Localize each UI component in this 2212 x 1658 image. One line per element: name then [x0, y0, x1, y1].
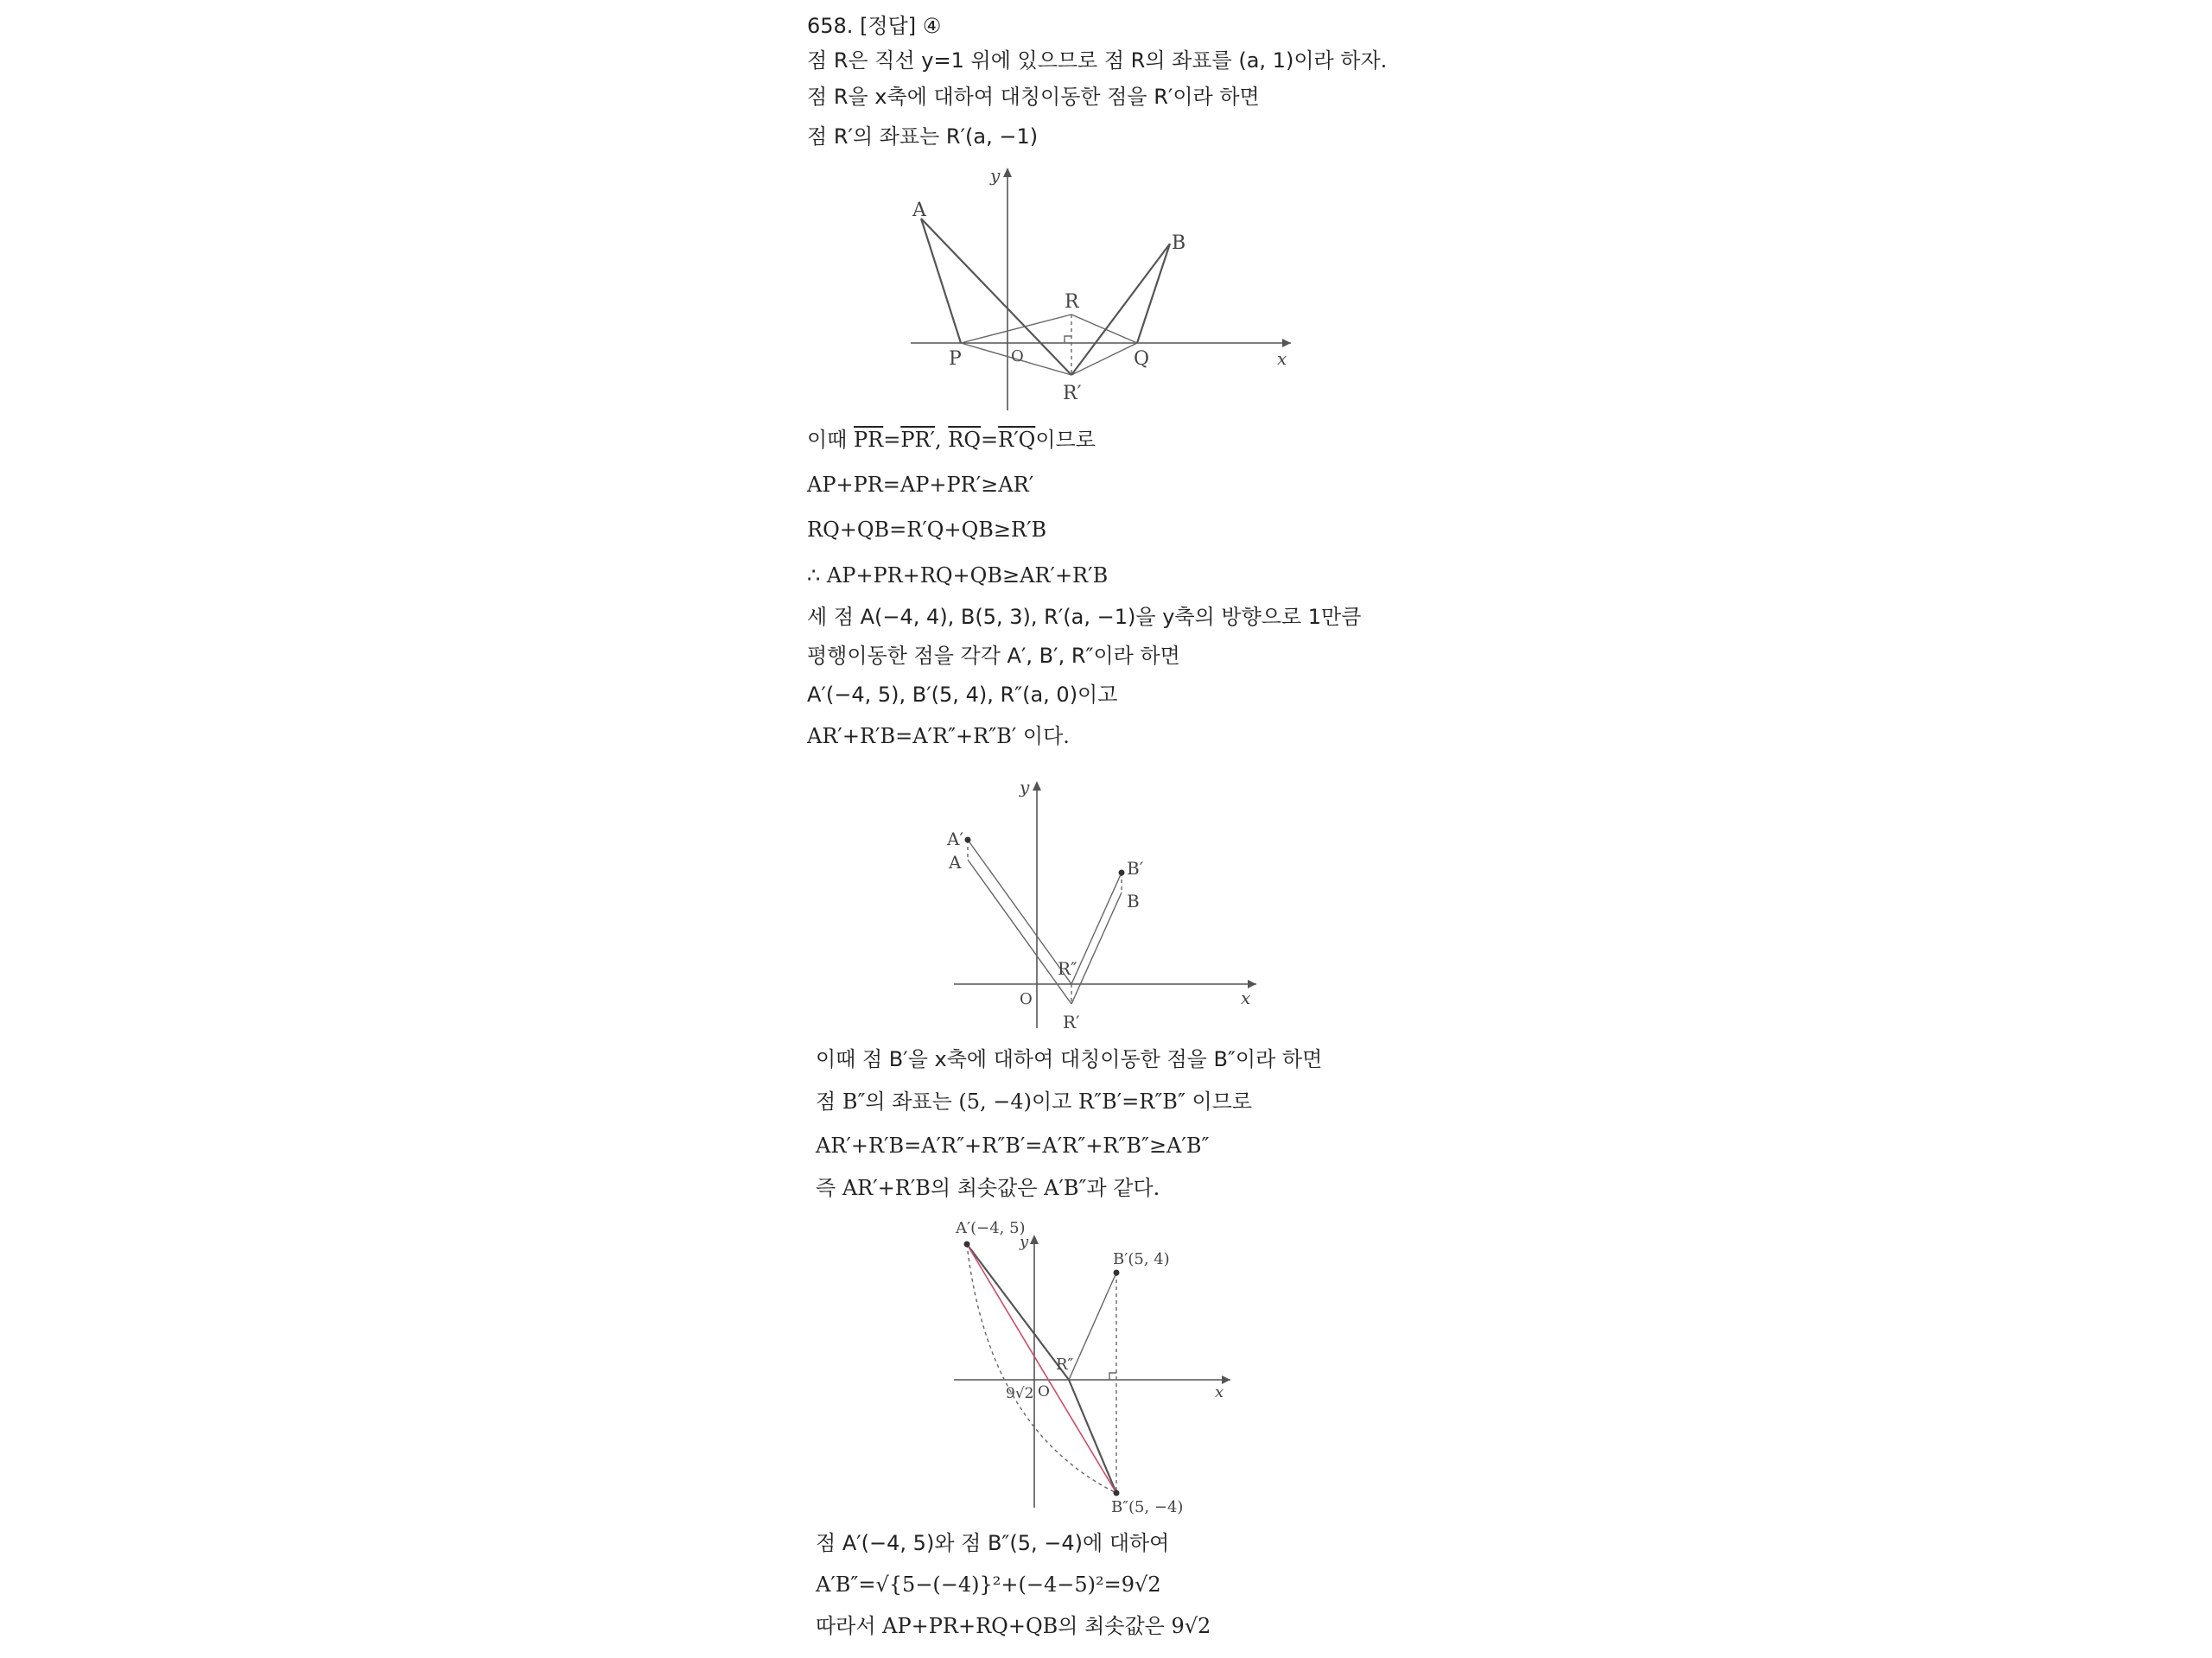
- label-x-axis: x: [1277, 348, 1287, 369]
- intro-line-2: 점 R을 x축에 대하여 대칭이동한 점을 R′이라 하면: [807, 85, 1260, 109]
- label-origin: O: [1011, 347, 1024, 365]
- label-r-prime: R′: [1063, 1012, 1080, 1032]
- point-b-double-prime: [1114, 1490, 1120, 1496]
- final-answer: 따라서 AP+PR+RQ+QB의 최솟값은 9√2: [816, 1614, 1211, 1638]
- equality-line: [807, 426, 1096, 454]
- label-b-prime: B′(5, 4): [1113, 1250, 1170, 1268]
- label-a: A: [912, 200, 926, 221]
- eq1-prefix: 이때: [807, 428, 854, 452]
- figure-minimum: [954, 1214, 1300, 1525]
- y-axis-arrow-icon: [1033, 781, 1041, 791]
- final-distance: A′B″=√{5−(−4)}²+(−4−5)²=9√2: [816, 1572, 1161, 1597]
- segment-r2b1: [1071, 873, 1122, 984]
- reflection-line-2: 점 B″의 좌표는 (5, −4)이고 R″B′=R″B″ 이므로: [816, 1089, 1253, 1114]
- label-b-prime: B′: [1127, 858, 1144, 879]
- segment-r1b: [1071, 893, 1122, 1004]
- right-angle-mark-icon: [1109, 1373, 1116, 1380]
- label-r: R: [1065, 291, 1079, 313]
- eq1-r-prime-q: R′Q: [998, 428, 1036, 452]
- problem-header: 658. [정답] ④: [807, 14, 942, 38]
- label-q: Q: [1134, 348, 1150, 370]
- point-b-prime: [1114, 1270, 1120, 1276]
- eq1-equals-2: =: [981, 428, 999, 452]
- final-line-1: 점 A′(−4, 5)와 점 B″(5, −4)에 대하여: [816, 1531, 1170, 1555]
- inequality-line-1: AP+PR=AP+PR′≥AR′: [807, 473, 1034, 497]
- figure-reflection-1: [911, 164, 1291, 415]
- intro-line-3: 점 R′의 좌표는 R′(a, −1): [807, 124, 1039, 149]
- point-a-prime: [964, 1242, 970, 1248]
- label-a-prime: A′(−4, 5): [956, 1219, 1026, 1237]
- translation-line-2: 평행이동한 점을 각각 A′, B′, R″이라 하면: [807, 644, 1180, 668]
- point-a-prime: [965, 837, 971, 843]
- y-axis-arrow-icon: [1003, 168, 1012, 177]
- inequality-line-2: RQ+QB=R′Q+QB≥R′B: [807, 518, 1047, 542]
- label-y-axis: y: [1020, 1233, 1029, 1251]
- figure-translation: [928, 778, 1256, 1037]
- eq1-equals: =: [883, 428, 901, 452]
- reflection-line-1: 이때 점 B′을 x축에 대하여 대칭이동한 점을 B″이라 하면: [816, 1047, 1323, 1071]
- label-r-double-prime: R″: [1058, 958, 1077, 979]
- label-x-axis: x: [1215, 1383, 1224, 1401]
- segment-rq: [1071, 314, 1137, 343]
- label-p: P: [949, 348, 962, 370]
- label-x-axis: x: [1241, 988, 1251, 1008]
- label-b: B: [1127, 891, 1140, 912]
- segment-ap: [921, 219, 961, 343]
- eq1-pr: $\overline{PR}$: [854, 428, 884, 452]
- eq1-suffix: 이므로: [1035, 428, 1096, 452]
- reflection-line-3: AR′+R′B=A′R″+R″B′=A′R″+R″B″≥A′B″: [816, 1134, 1210, 1158]
- label-length: 9√2: [1006, 1385, 1034, 1402]
- segment-a1r2: [967, 1244, 1069, 1380]
- translation-line-3: A′(−4, 5), B′(5, 4), R″(a, 0)이고: [807, 683, 1118, 707]
- eq1-rq: $\overline{RQ}$: [948, 428, 982, 452]
- segment-r1b: [1071, 244, 1170, 375]
- segment-ar1: [968, 860, 1071, 1004]
- label-b: B: [1172, 232, 1186, 254]
- label-origin: O: [1038, 1383, 1050, 1401]
- label-y-axis: y: [1020, 778, 1030, 797]
- translation-line-1: 세 점 A(−4, 4), B(5, 3), R′(a, −1)을 y축의 방향으로 1만큼: [807, 605, 1362, 629]
- right-angle-mark-icon: [1065, 336, 1071, 343]
- conclusion-inequality: ∴ AP+PR+RQ+QB≥AR′+R′B: [807, 563, 1109, 588]
- label-r-prime: R′: [1063, 383, 1082, 404]
- segment-ar1: [921, 219, 1071, 375]
- segment-r2b2: [1069, 1380, 1116, 1493]
- segment-a1r2: [968, 840, 1071, 984]
- intro-line-1: 점 R은 직선 y=1 위에 있으므로 점 R의 좌표를 (a, 1)이라 하자.: [807, 48, 1388, 73]
- label-y-axis: y: [990, 165, 1001, 186]
- label-origin: O: [1020, 990, 1033, 1008]
- point-b-prime: [1119, 870, 1125, 876]
- label-b-double-prime: B″(5, −4): [1111, 1498, 1184, 1516]
- label-a-prime: A′: [947, 829, 963, 849]
- label-r-double-prime: R″: [1056, 1356, 1074, 1374]
- segment-r1q: [1071, 343, 1137, 375]
- x-axis-arrow-icon: [1282, 339, 1291, 347]
- segment-qb: [1137, 244, 1170, 343]
- eq1-comma: ,: [935, 428, 949, 452]
- reflection-line-4: 즉 AR′+R′B의 최솟값은 A′B″과 같다.: [816, 1176, 1160, 1200]
- label-a: A: [949, 852, 962, 873]
- segment-a1b2-minimum: [967, 1244, 1116, 1493]
- segment-r2b1: [1069, 1273, 1116, 1380]
- translation-line-4: AR′+R′B=A′R″+R″B′ 이다.: [807, 724, 1070, 748]
- eq1-pr-prime: PR′: [900, 428, 935, 452]
- y-axis-arrow-icon: [1030, 1235, 1039, 1244]
